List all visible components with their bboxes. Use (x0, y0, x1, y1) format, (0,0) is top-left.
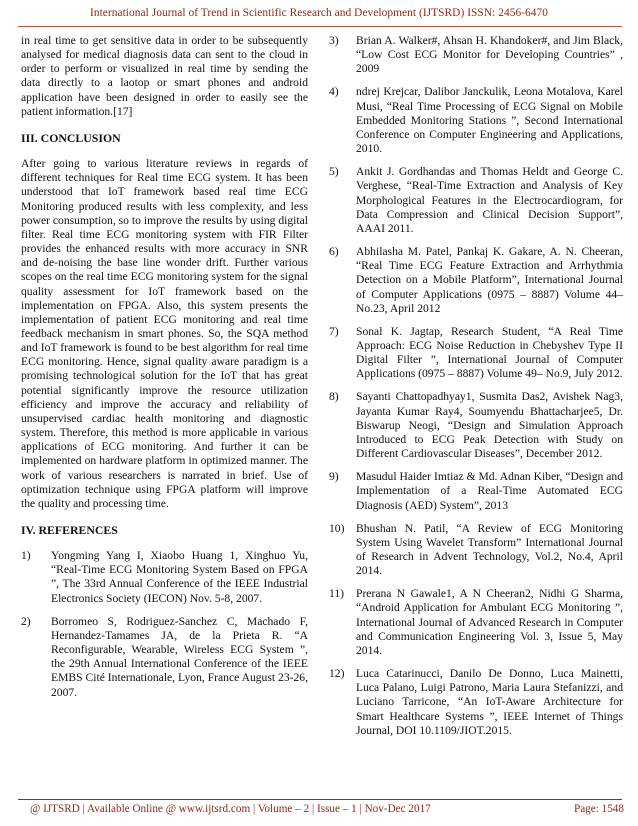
reference-number: 3) (329, 34, 339, 47)
reference-number: 6) (329, 245, 339, 259)
reference-item (329, 85, 623, 156)
conclusion-heading: III. CONCLUSION (21, 130, 121, 145)
reference-item (329, 470, 623, 512)
reference-text: Brian A. Walker#, Ahsan H. Khandoker#, and Jim Black, “Low Cost ECG Monitor for Developing Countries” , 2009 (356, 34, 623, 76)
right-column (329, 34, 623, 747)
reference-item (329, 325, 623, 382)
left-column (21, 34, 308, 709)
reference-text: ndrej Krejcar, Dalibor Janckulik, Leona Motalova, Karel Musi, “Real Time Processing of ECG Signal on Mobile Embedded Monitoring Stations ”, Second International Conference on Computer Engineering and Applications, 2010. (356, 85, 623, 156)
reference-item (329, 165, 623, 236)
reference-number: 1) (21, 549, 31, 563)
reference-number: 8) (329, 390, 339, 404)
page-number: Page: 1548 (573, 803, 624, 815)
footer-divider (18, 799, 622, 800)
reference-text: Yongming Yang I, Xiaobo Huang 1, Xinghuo Yu, “Real-Time ECG Monitoring System Based on FPGA ”, The 33rd Annual Conference of the IEEE Industrial Electronics Society (IECON) Nov. 5-8, 2007. (51, 549, 308, 605)
reference-number: 9) (329, 470, 339, 484)
reference-text: Ankit J. Gordhandas and Thomas Heldt and George C. Verghese, “Real-Time Extraction and Analysis of Key Morphological Features in the Electrocardiogram, for Data Compression and Clinical Decision Support”, AAAI 2011. (356, 165, 623, 235)
reference-text: Abhilasha M. Patel, Pankaj K. Gakare, A. N. Cheeran, “Real Time ECG Feature Extraction and Arrhythmia Detection on a Mobile Platform”, International Journal of Computer Applications (0975 – 8887) Volume 44– No.23, April 2012 (356, 245, 623, 315)
page-footer (30, 803, 624, 815)
reference-number: 11) (329, 587, 345, 601)
reference-item (329, 34, 623, 76)
running-header: International Journal of Trend in Scientific Research and Development (IJTSRD) ISSN: 2456-6470 (89, 7, 549, 19)
reference-item (329, 390, 623, 461)
references-heading: IV. REFERENCES (21, 523, 118, 537)
conclusion-paragraph: After going to various literature reviews in regards of different techniques for Real time ECG system. It has been understood that IoT framework based real time ECG Monitoring produced results with less complexity, and less power consumption, so to improve the results by using digital filter. Real time ECG monitoring system with FIR Filter provides the enhanced results with more accuracy in SNR and de-noising the base line wonder drift. Further various scopes on the real time ECG monitoring system for the signal quality assessment for IoT framework based on the implementation on FPGA. Also, this system presents the implementation of patient ECG monitoring and real time feedback mechanism in smart phones. So, the SQA method and IoT framework is found to be best algorithm for real time ECG monitoring. Hence, signal quality aware paradigm is a promising technological solution for the IoT that has great potential significantly improve the resource utilization efficiency and improve the accuracy and reliability of unsupervised cardiac health monitoring and diagnostic system. Therefore, this method is more applicable in various applications of ECG monitoring. And further it can be implemented on hardware platform in optimized manner. The work of various researchers is narrated in brief. Use of optimization technique using FPGA platform will improve the quality and processing time. (21, 157, 308, 510)
reference-text: Bhushan N. Patil, “A Review of ECG Monitoring System Using Wavelet Transform” International Journal of Research in Advent Technology, Vol.2, No.4, April 2014. (356, 521, 623, 578)
reference-number: 10) (329, 521, 345, 535)
reference-item (329, 667, 623, 738)
reference-text: Prerana N Gawale1, A N Cheeran2, Nidhi G Sharma, “Android Application for Ambulant ECG Monitoring ”, International Journal of Advanced Research in Computer and Communication Engineering Vol. 3, Issue 5, May 2014. (356, 587, 623, 657)
reference-text: Sayanti Chattopadhyay1, Susmita Das2, Avishek Nag3, Jayanta Kumar Ray4, Soumyendu Bhattacharjee5, Dr. Biswarup Neogi, “Design and Simulation Approach Introduced to ECG Peak Detection with Study on Different Cardiovascular Diseases”, December 2012. (356, 390, 623, 461)
reference-item (329, 522, 623, 579)
reference-text: Sonal K. Jagtap, Research Student, “A Real Time Approach: ECG Noise Reduction in Chebyshev Type II Digital Filter ”, International Journal of Computer Applications (0975 – 8887) Volume 49– No.9, July 2012. (356, 324, 623, 381)
reference-item (21, 615, 308, 700)
reference-text: Luca Catarinucci, Danilo De Donno, Luca Mainetti, Luca Palano, Luigi Patrono, Maria Laura Stefanizzi, and Luciano Tarricone, “An IoT-Aware Architecture for Smart Healthcare Systems ”, IEEE Internet of Things Journal, DOI 10.1109/JIOT.2015. (356, 667, 623, 737)
reference-item (329, 587, 623, 658)
reference-list-left (21, 549, 308, 700)
reference-item (329, 245, 623, 316)
intro-paragraph: in real time to get sensitive data in order to be subsequently analysed for medical diagnosis data can sent to the cloud in order to perform or visualized in real time by sending the data directly to a laotop or smart phones and android application have been designed in order to easily see the patient information.[17] (21, 34, 308, 118)
header-divider (18, 26, 622, 27)
reference-text: Masudul Haider Imtiaz & Md. Adnan Kiber, “Design and Implementation of a Real-Time Automated ECG Diagnosis (AED) System”, 2013 (356, 470, 623, 512)
reference-text: Borromeo S, Rodriguez-Sanchez C, Machado F, Hernandez-Tamames JA, de la Prieta R. “A Reconfigurable, Wearable, Wireless ECG System ”, the 29th Annual International Conference of the IEEE EMBS Cité Internationale, Lyon, France August 23-26, 2007. (51, 614, 308, 699)
reference-number: 2) (21, 614, 31, 628)
reference-number: 5) (329, 165, 339, 179)
footer-publication-info: @ IJTSRD | Available Online @ www.ijtsrd.com | Volume – 2 | Issue – 1 | Nov-Dec 2017 (30, 803, 431, 815)
reference-number: 12) (329, 667, 345, 681)
reference-number: 7) (329, 324, 339, 338)
reference-item (21, 549, 308, 606)
reference-list-right (329, 34, 623, 738)
reference-number: 4) (329, 85, 339, 99)
